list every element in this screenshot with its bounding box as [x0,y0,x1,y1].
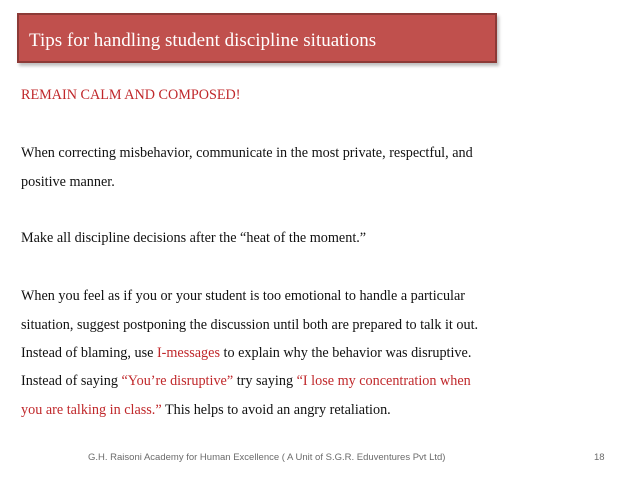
slide-heading: REMAIN CALM AND COMPOSED! [21,87,241,103]
paragraph-5-text-start: Instead of saying [21,373,122,389]
paragraph-5-line-2 [21,402,391,419]
paragraph-3-line-2: situation, suggest postponing the discussion until both are prepared to talk it out. [21,317,479,333]
page-number: 18 [594,452,605,463]
paragraph-4-text-start: Instead of blaming, use [21,345,157,361]
paragraph-1-line-2: positive manner. [21,174,115,190]
paragraph-5-line-1 [21,373,471,390]
i-messages-highlight: I-messages [156,345,220,361]
paragraph-4-text-end: to explain why the behavior was disruptive. [219,345,472,361]
paragraph-5-text-mid: try saying [233,373,297,389]
quote-youre-disruptive: “You’re disruptive” [121,373,234,389]
paragraph-5-text-end: This helps to avoid an angry retaliation. [161,402,391,418]
footer-text: G.H. Raisoni Academy for Human Excellence ( A Unit of S.G.R. Eduventures Pvt Ltd) [88,452,446,463]
paragraph-4 [21,345,471,362]
paragraph-1-line-1: When correcting misbehavior, communicate in the most private, respectful, and [21,145,473,161]
title-banner [17,13,497,63]
quote-concentration-line-2: you are talking in class.” [21,402,162,418]
slide-title: Tips for handling student discipline situations [29,30,377,51]
paragraph-3-line-1: When you feel as if you or your student is too emotional to handle a particular [21,288,466,304]
quote-concentration-line-1: “I lose my concentration when [296,373,471,389]
paragraph-2: Make all discipline decisions after the “heat of the moment.” [21,230,367,246]
